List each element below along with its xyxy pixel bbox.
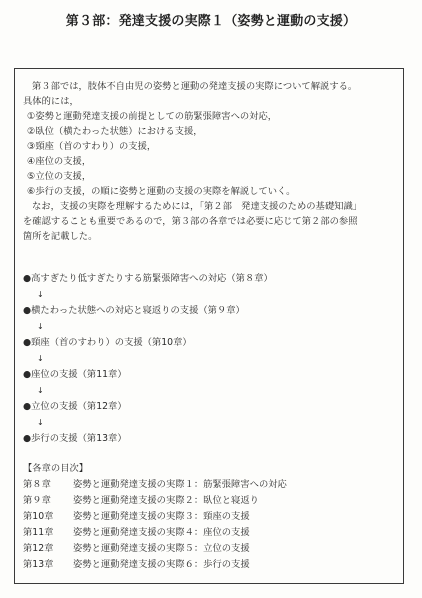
flow-item: ●座位の支援（第11章） xyxy=(23,369,127,380)
intro-line: なお，支援の実際を理解するためには，「第２部 発達支援のための基礎知識」 xyxy=(32,201,363,212)
toc-chapter-title: 姿勢と運動発達支援の実際１：筋緊張障害への対応 xyxy=(73,479,287,490)
toc-chapter-title: 姿勢と運動発達支援の実際４：座位の支援 xyxy=(73,527,250,538)
chapter-flow xyxy=(23,271,397,446)
intro-line: ⑥歩行の支援，の順に姿勢と運動の支援の実際を解説していく。 xyxy=(27,186,296,197)
toc-chapter-title: 姿勢と運動発達支援の実際２：臥位と寝返り xyxy=(73,495,259,506)
toc-row xyxy=(23,557,397,573)
toc-row xyxy=(23,493,397,509)
toc-chapter-title: 姿勢と運動発達支援の実際５：立位の支援 xyxy=(73,543,250,554)
toc-row xyxy=(23,509,397,525)
toc-chapter-number: 第11章 xyxy=(23,527,54,538)
intro-line: 第３部では，肢体不自由児の姿勢と運動の発達支援の実際について解説する。 xyxy=(32,81,358,92)
intro-line: 具体的には， xyxy=(23,96,79,107)
toc-row xyxy=(23,477,397,493)
toc-chapter-number: 第10章 xyxy=(23,511,54,522)
toc-rows xyxy=(23,477,397,573)
down-arrow-icon: ↓ xyxy=(37,386,44,395)
intro-line: を確認することも重要であるので，第３部の各章では必要に応じて第２部の参照 xyxy=(23,216,358,227)
flow-item: ●高すぎたり低すぎたりする筋緊張障害への対応（第８章） xyxy=(23,273,273,284)
intro-paragraph xyxy=(23,79,397,244)
intro-line: ①姿勢と運動発達支援の前提としての筋緊張障害への対応， xyxy=(27,111,278,122)
intro-line: 箇所を記載した。 xyxy=(23,231,98,242)
toc-chapter-title: 姿勢と運動発達支援の実際３：頸座の支援 xyxy=(73,511,250,522)
content-box xyxy=(14,68,404,584)
toc-row xyxy=(23,541,397,557)
page-title: 第３部：発達支援の実際１（姿勢と運動の支援） xyxy=(65,14,357,29)
flow-item: ●立位の支援（第12章） xyxy=(23,401,127,412)
intro-line: ②臥位（横たわった状態）における支援， xyxy=(27,126,203,137)
flow-item: ●横たわった状態への対応と寝返りの支援（第９章） xyxy=(23,305,245,316)
down-arrow-icon: ↓ xyxy=(37,322,44,331)
down-arrow-icon: ↓ xyxy=(37,290,44,299)
intro-line: ③頸座（首のすわり）の支援， xyxy=(27,141,157,152)
flow-item: ●歩行の支援（第13章） xyxy=(23,433,127,444)
down-arrow-icon: ↓ xyxy=(37,418,44,427)
chapter-toc xyxy=(23,461,397,573)
toc-chapter-number: 第13章 xyxy=(23,559,54,570)
toc-chapter-number: 第８章 xyxy=(23,479,51,490)
intro-line: ④座位の支援， xyxy=(27,156,92,167)
down-arrow-icon: ↓ xyxy=(37,354,44,363)
toc-chapter-title: 姿勢と運動発達支援の実際６：歩行の支援 xyxy=(73,559,250,570)
toc-row xyxy=(23,525,397,541)
toc-chapter-number: 第12章 xyxy=(23,543,54,554)
toc-chapter-number: 第９章 xyxy=(23,495,51,506)
toc-heading: 【各章の目次】 xyxy=(23,463,89,474)
flow-item: ●頸座（首のすわり）の支援（第10章） xyxy=(23,337,192,348)
intro-line: ⑤立位の支援， xyxy=(27,171,92,182)
